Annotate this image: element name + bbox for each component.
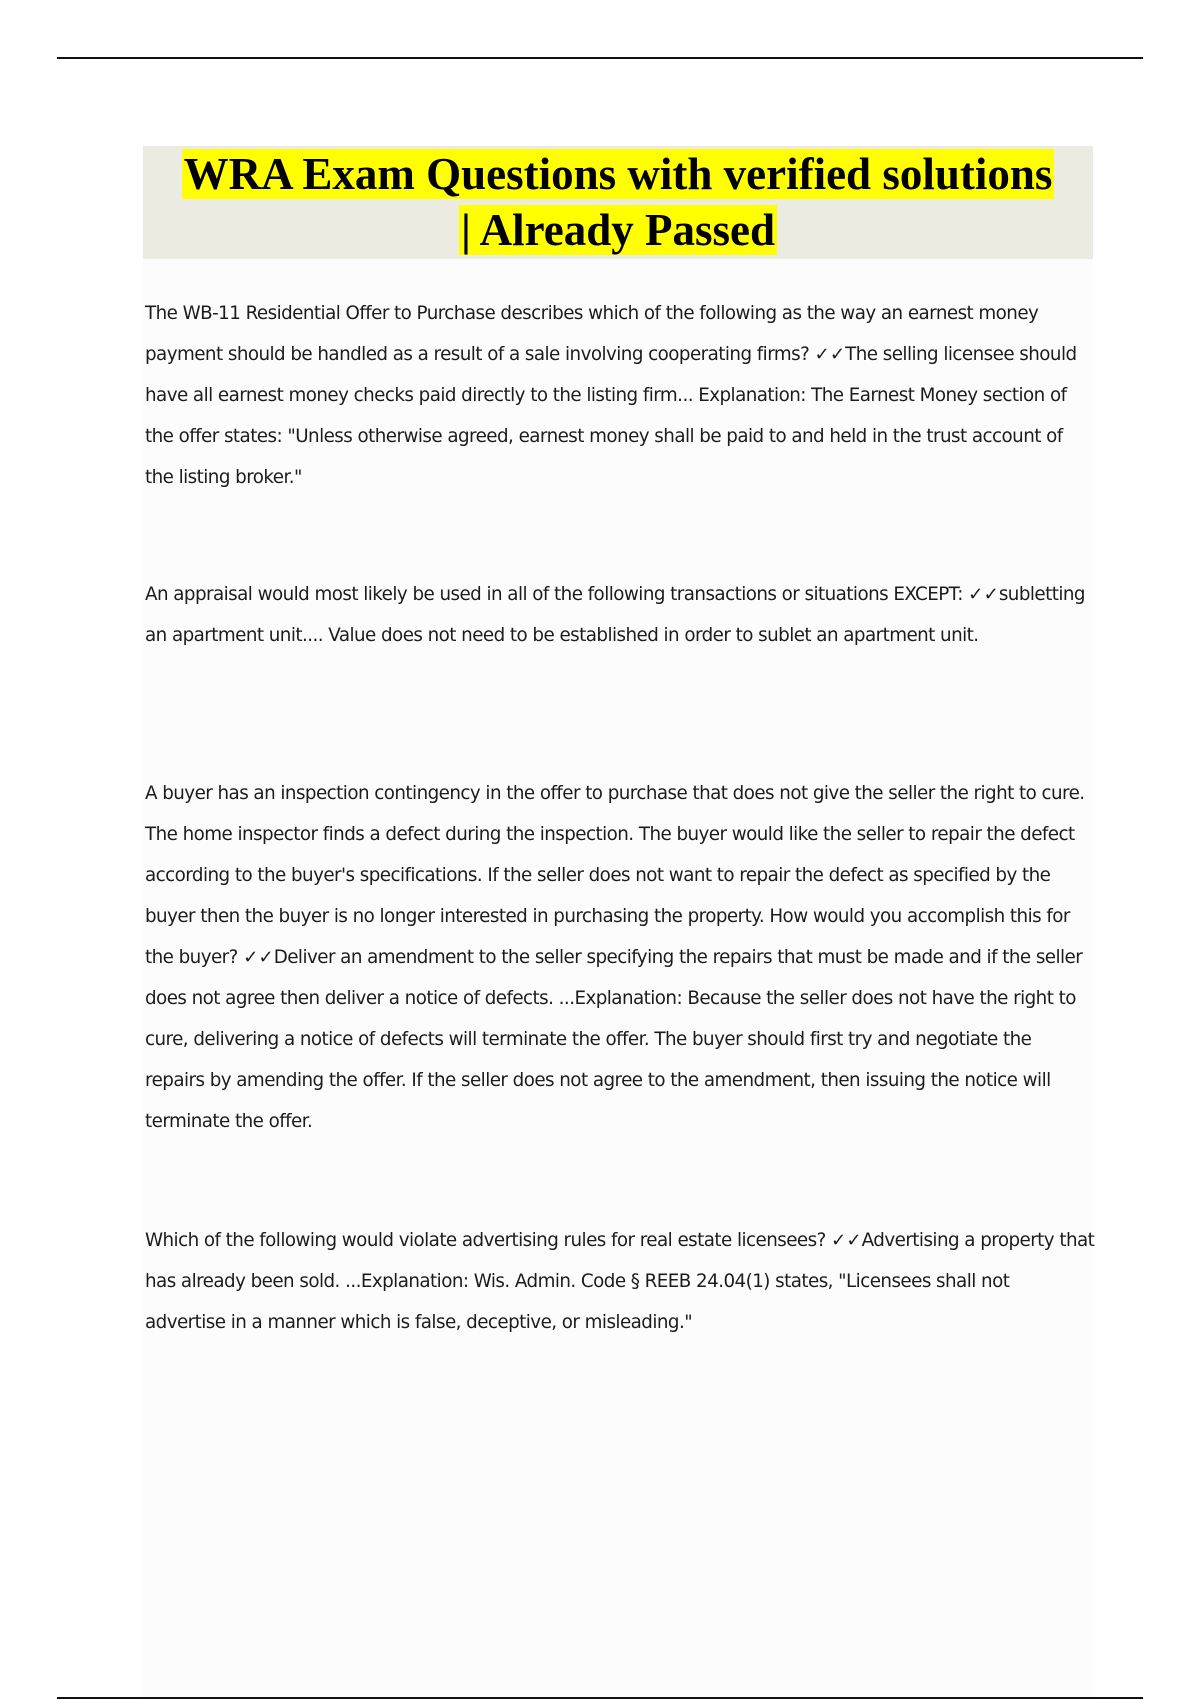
check-icon: ✓✓ <box>968 584 999 605</box>
answer-text: The selling licensee should have all earnest money checks paid directly to the listing firm... Explanation: The Earnest Money section of the offer states: "Unless otherwise agreed, earnest money shall be paid to and held in the trust account of the listing broker." <box>145 344 1077 488</box>
top-rule <box>57 57 1143 59</box>
qa-item <box>145 574 1095 656</box>
qa-item <box>145 773 1095 1142</box>
title-line-2: | Already Passed <box>460 205 776 255</box>
title-block <box>143 146 1093 259</box>
qa-item <box>145 293 1095 498</box>
question-text: A buyer has an inspection contingency in the offer to purchase that does not give the seller the right to cure. The home inspector finds a defect during the inspection. The buyer would like the seller to repair the defect according to the buyer's specifications. If the seller does not want to repair the defect as specified by the buyer then the buyer is no longer interested in purchasing the property. How would you accomplish this for the buyer? <box>145 783 1085 968</box>
question-text: An appraisal would most likely be used in all of the following transactions or situations EXCEPT: <box>145 584 969 605</box>
title-line-1: WRA Exam Questions with verified solutions <box>183 149 1053 199</box>
check-icon: ✓✓ <box>814 344 846 365</box>
question-text: The WB-11 Residential Offer to Purchase describes which of the following as the way an earnest money payment should be handled as a result of a sale involving cooperating firms? <box>145 303 1039 365</box>
answer-text: subletting an apartment unit.... Value does not need to be established in order to sublet an apartment unit. <box>145 584 1085 646</box>
qa-item <box>145 1220 1095 1343</box>
answer-text: Deliver an amendment to the seller specifying the repairs that must be made and if the seller does not agree then deliver a notice of defects. ...Explanation: Because the seller does not have the right to cure, delivering a notice of defects will terminate the offer. The buyer should first try and negotiate the repairs by amending the offer. If the seller does not agree to the amendment, then issuing the notice will terminate the offer. <box>145 947 1083 1132</box>
question-text: Which of the following would violate advertising rules for real estate licensees? <box>145 1230 832 1251</box>
document-title <box>143 146 1093 258</box>
check-icon: ✓✓ <box>831 1230 862 1251</box>
bottom-rule <box>57 1697 1143 1699</box>
answer-text: Advertising a property that has already been sold. ...Explanation: Wis. Admin. Code § REEB 24.04(1) states, "Licensees shall not advertise in a manner which is false, deceptive, or misleading." <box>145 1230 1095 1333</box>
check-icon: ✓✓ <box>243 947 274 968</box>
